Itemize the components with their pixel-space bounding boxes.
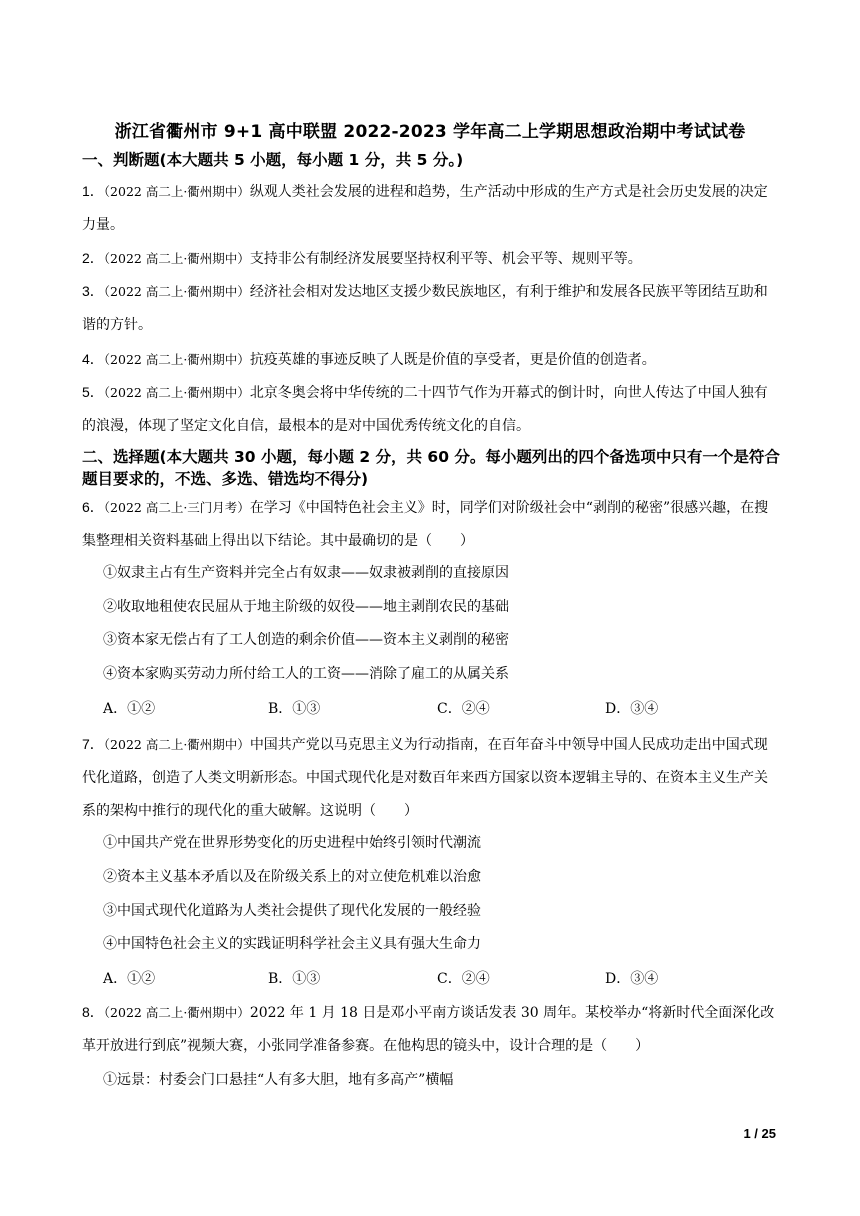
- question-text: 抗疫英雄的事迹反映了人既是价值的享受者，更是价值的创造者。: [249, 352, 656, 368]
- option-line: ②资本主义基本矛盾以及在阶级关系上的对立使危机难以治愈: [103, 869, 481, 885]
- choice-c: C．②④: [437, 971, 490, 987]
- question-text: 中国共产党以马克思主义为行动指南，在百年奋斗中领导中国人民成功走出中国式现代化道路，创造了人类文明新形态。中国式现代化是对数百年来西方国家以资本逻辑主导的、在资本主义生产关系的架构中推行的现代化的重大破解。这说明（ ）: [82, 737, 768, 819]
- option-line: ③资本家无偿占有了工人创造的剩余价值——资本主义剥削的秘密: [103, 632, 509, 648]
- option-line: ④资本家购买劳动力所付给工人的工资——消除了雇工的从属关系: [103, 666, 509, 682]
- question-number: 4．: [82, 351, 104, 367]
- question-text: 北京冬奥会将中华传统的二十四节气作为开幕式的倒计时，向世人传达了中国人独有的浪漫，体现了坚定文化自信，最根本的是对中国优秀传统文化的自信。: [82, 385, 768, 434]
- question-number: 5．: [82, 384, 104, 400]
- question-text: 支持非公有制经济发展要坚持权利平等、机会平等、规则平等。: [249, 251, 642, 267]
- question-source: （2022 高二上·三门月考）: [103, 500, 250, 515]
- question-source: （2022 高二上·衢州期中）: [103, 1005, 250, 1020]
- section-heading-choice: 二、选择题(本大题共 30 小题，每小题 2 分，共 60 分。每小题列出的四个备选项中只有一个是符合题目要求的，不选、多选、错选均不得分): [82, 448, 780, 488]
- question-number: 8．: [82, 1004, 104, 1020]
- document-title: 浙江省衢州市 9+1 高中联盟 2022-2023 学年高二上学期思想政治期中考试试卷: [114, 122, 746, 142]
- question-source: （2022 高二上·衢州期中）: [103, 284, 250, 299]
- choice-b: B．①③: [268, 971, 321, 987]
- question-7: [82, 728, 778, 828]
- question-source: （2022 高二上·衢州期中）: [103, 251, 250, 266]
- question-source: （2022 高二上·衢州期中）: [103, 352, 250, 367]
- choice-a: A．①②: [103, 701, 156, 717]
- option-line: ③中国式现代化道路为人类社会提供了现代化发展的一般经验: [103, 903, 481, 919]
- choice-c: C．②④: [437, 701, 490, 717]
- question-5: [82, 376, 778, 443]
- question-text: 在学习《中国特色社会主义》时，同学们对阶级社会中“剥削的秘密”很感兴趣，在搜集整理相关资料基础上得出以下结论。其中最确切的是（ ）: [82, 500, 769, 549]
- answer-choices: [103, 968, 703, 988]
- choice-a: A．①②: [103, 971, 156, 987]
- question-8: [82, 996, 778, 1063]
- choice-b: B．①③: [268, 701, 321, 717]
- question-3: [82, 275, 778, 342]
- option-line: ②收取地租使农民屈从于地主阶级的奴役——地主剥削农民的基础: [103, 599, 509, 615]
- option-line: ①远景：村委会门口悬挂“人有多大胆，地有多高产”横幅: [103, 1072, 454, 1088]
- question-number: 7．: [82, 736, 104, 752]
- question-number: 2．: [82, 250, 104, 266]
- question-text: 经济社会相对发达地区支援少数民族地区，有利于维护和发展各民族平等团结互助和谐的方针。: [82, 284, 768, 333]
- question-number: 3．: [82, 283, 104, 299]
- choice-d: D．③④: [605, 701, 659, 717]
- question-text: 纵观人类社会发展的进程和趋势，生产活动中形成的生产方式是社会历史发展的决定力量。: [82, 184, 768, 233]
- question-number: 6．: [82, 499, 104, 515]
- question-4: [82, 343, 778, 377]
- question-source: （2022 高二上·衢州期中）: [103, 184, 250, 199]
- question-2: [82, 242, 778, 276]
- question-6: [82, 491, 778, 558]
- answer-choices: [103, 698, 703, 718]
- option-line: ①奴隶主占有生产资料并完全占有奴隶——奴隶被剥削的直接原因: [103, 565, 509, 581]
- option-line: ①中国共产党在世界形势变化的历史进程中始终引领时代潮流: [103, 835, 481, 851]
- option-line: ④中国特色社会主义的实践证明科学社会主义具有强大生命力: [103, 936, 481, 952]
- question-source: （2022 高二上·衢州期中）: [103, 737, 250, 752]
- question-1: [82, 145, 778, 242]
- question-source: （2022 高二上·衢州期中）: [103, 385, 250, 400]
- question-number: 1．: [82, 183, 104, 199]
- question-text: 2022 年 1 月 18 日是邓小平南方谈话发表 30 周年。某校举办“将新时代全面深化改革开放进行到底”视频大赛，小张同学准备参赛。在他构思的镜头中，设计合理的是（ ）: [82, 1005, 775, 1054]
- choice-d: D．③④: [605, 971, 659, 987]
- section-heading-judgment: 一、判断题(本大题共 5 小题，每小题 1 分，共 5 分。): [82, 151, 464, 169]
- page-number: 1 / 25: [743, 1126, 776, 1141]
